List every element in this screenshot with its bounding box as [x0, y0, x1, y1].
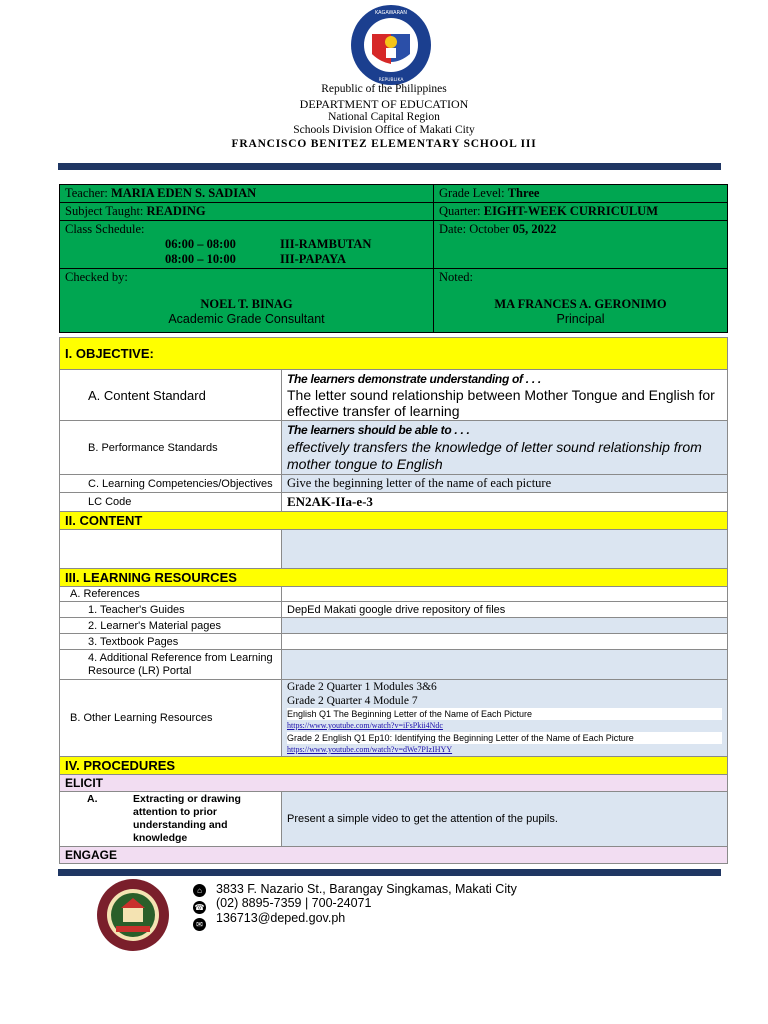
lc-code-label: LC Code	[60, 493, 282, 512]
elicit-a-text: Extracting or drawing attention to prior understanding and knowledge	[133, 793, 241, 844]
learners-material-value	[282, 618, 728, 634]
learning-resources-heading: III. LEARNING RESOURCES	[60, 569, 728, 587]
subject-label: Subject Taught:	[65, 204, 144, 218]
competencies-label: C. Learning Competencies/Objectives	[60, 475, 282, 493]
performance-standards-cell	[282, 421, 728, 475]
procedures-heading: IV. PROCEDURES	[60, 757, 728, 775]
references-label: A. References	[60, 587, 282, 602]
learners-material-label: 2. Learner's Material pages	[60, 618, 282, 634]
competencies-value: Give the beginning letter of the name of each picture	[282, 475, 728, 493]
textbook-pages-value	[282, 634, 728, 650]
teacher-name: MARIA EDEN S. SADIAN	[110, 186, 257, 200]
schedule-label: Class Schedule:	[65, 222, 145, 236]
elicit-a-value: Present a simple video to get the attention of the pupils.	[282, 792, 728, 847]
subject-cell	[60, 203, 434, 221]
other-resource-line-1: Grade 2 Quarter 1 Modules 3&6	[287, 681, 437, 693]
date-month: October	[469, 222, 510, 236]
elicit-heading: ELICIT	[60, 775, 728, 792]
performance-intro: The learners should be able to . . .	[287, 423, 470, 437]
checker-role: Academic Grade Consultant	[168, 312, 325, 326]
quarter-cell	[434, 203, 728, 221]
svg-text:KAGAWARAN: KAGAWARAN	[374, 10, 408, 16]
video-link-2[interactable]: https://www.youtube.com/watch?v=dWe7PIzIHYY	[287, 745, 453, 754]
grade-value: Three	[507, 186, 540, 200]
additional-reference-value	[282, 650, 728, 680]
svg-text:REPUBLIKA: REPUBLIKA	[378, 78, 404, 83]
email-icon: ✉	[193, 918, 206, 931]
teacher-cell	[60, 185, 434, 203]
other-resources-cell	[282, 680, 728, 757]
quarter-value: EIGHT-WEEK CURRICULUM	[483, 204, 658, 218]
content-standard-label: A. Content Standard	[60, 370, 282, 421]
home-icon: ⌂	[193, 884, 206, 897]
content-heading: II. CONTENT	[60, 512, 728, 530]
grade-cell	[434, 185, 728, 203]
noter-role: Principal	[556, 312, 605, 326]
lc-code-value: EN2AK-IIa-e-3	[282, 493, 728, 512]
other-resource-line-3: English Q1 The Beginning Letter of the Name of Each Picture	[287, 708, 722, 720]
elicit-a-row	[65, 793, 276, 845]
engage-heading: ENGAGE	[60, 847, 728, 864]
teacher-label: Teacher:	[65, 186, 108, 200]
header-department: DEPARTMENT OF EDUCATION	[299, 97, 469, 111]
elicit-a-label: A.	[87, 793, 98, 805]
textbook-pages-label: 3. Textbook Pages	[60, 634, 282, 650]
teachers-guides-value: DepEd Makati google drive repository of files	[282, 602, 728, 618]
date-day-year: 05, 2022	[512, 222, 557, 236]
performance-text: effectively transfers the knowledge of letter sound relationship from mother tongue to English	[287, 439, 702, 472]
footer-email: 136713@deped.gov.ph	[216, 911, 346, 925]
teachers-guides-label: 1. Teacher's Guides	[60, 602, 282, 618]
schedule-row-1	[65, 237, 428, 252]
deped-seal-logo	[350, 4, 432, 86]
other-resources-label: B. Other Learning Resources	[60, 680, 282, 757]
subject-value: READING	[146, 204, 206, 218]
checker-name: NOEL T. BINAG	[200, 297, 293, 311]
content-standard-text: The letter sound relationship between Mother Tongue and English for effective transfer of learning	[287, 387, 715, 419]
additional-reference-label: 4. Additional Reference from Learning Resource (LR) Portal	[60, 650, 282, 680]
header-region: National Capital Region	[328, 111, 440, 123]
other-resource-line-4: Grade 2 English Q1 Ep10: Identifying the Beginning Letter of the Name of Each Picture	[287, 732, 722, 744]
schedule-time-2: 08:00 – 10:00	[165, 252, 236, 266]
header-divider	[58, 163, 721, 170]
noted-label: Noted:	[439, 270, 474, 284]
lesson-plan-table	[59, 337, 728, 864]
content-right-cell	[282, 530, 728, 569]
header-division: Schools Division Office of Makati City	[293, 124, 475, 136]
date-label: Date:	[439, 222, 467, 236]
phone-icon: ☎	[194, 903, 205, 912]
content-standard-intro: The learners demonstrate understanding of . . .	[287, 372, 541, 386]
schedule-row-2	[65, 252, 428, 267]
date-cell	[434, 221, 728, 269]
schedule-time-1: 06:00 – 08:00	[165, 237, 236, 251]
noted-cell	[434, 269, 728, 333]
footer-phone: (02) 8895-7359 | 700-24071	[216, 896, 372, 910]
header-republic: Republic of the Philippines	[321, 83, 447, 95]
noter-name: MA FRANCES A. GERONIMO	[494, 297, 667, 311]
content-standard-cell	[282, 370, 728, 421]
objective-heading: I. OBJECTIVE:	[60, 338, 728, 370]
video-link-1[interactable]: https://www.youtube.com/watch?v=iFsPkii4Ndc	[287, 721, 443, 730]
schedule-cell	[60, 221, 434, 269]
performance-standards-label: B. Performance Standards	[60, 421, 282, 475]
checked-by-cell	[60, 269, 434, 333]
school-logo	[96, 878, 170, 952]
elicit-a-cell	[60, 792, 282, 847]
references-value	[282, 587, 728, 602]
checked-by-label: Checked by:	[65, 270, 128, 284]
teacher-info-table	[59, 184, 728, 333]
content-left-cell	[60, 530, 282, 569]
header-school: FRANCISCO BENITEZ ELEMENTARY SCHOOL III	[231, 138, 537, 150]
schedule-section-2: III-PAPAYA	[280, 252, 346, 266]
schedule-section-1: III-RAMBUTAN	[280, 237, 372, 251]
footer-address: 3833 F. Nazario St., Barangay Singkamas, Makati City	[216, 882, 517, 896]
grade-label: Grade Level:	[439, 186, 505, 200]
other-resource-line-2: Grade 2 Quarter 4 Module 7	[287, 695, 418, 707]
quarter-label: Quarter:	[439, 204, 481, 218]
footer-divider	[58, 869, 721, 876]
